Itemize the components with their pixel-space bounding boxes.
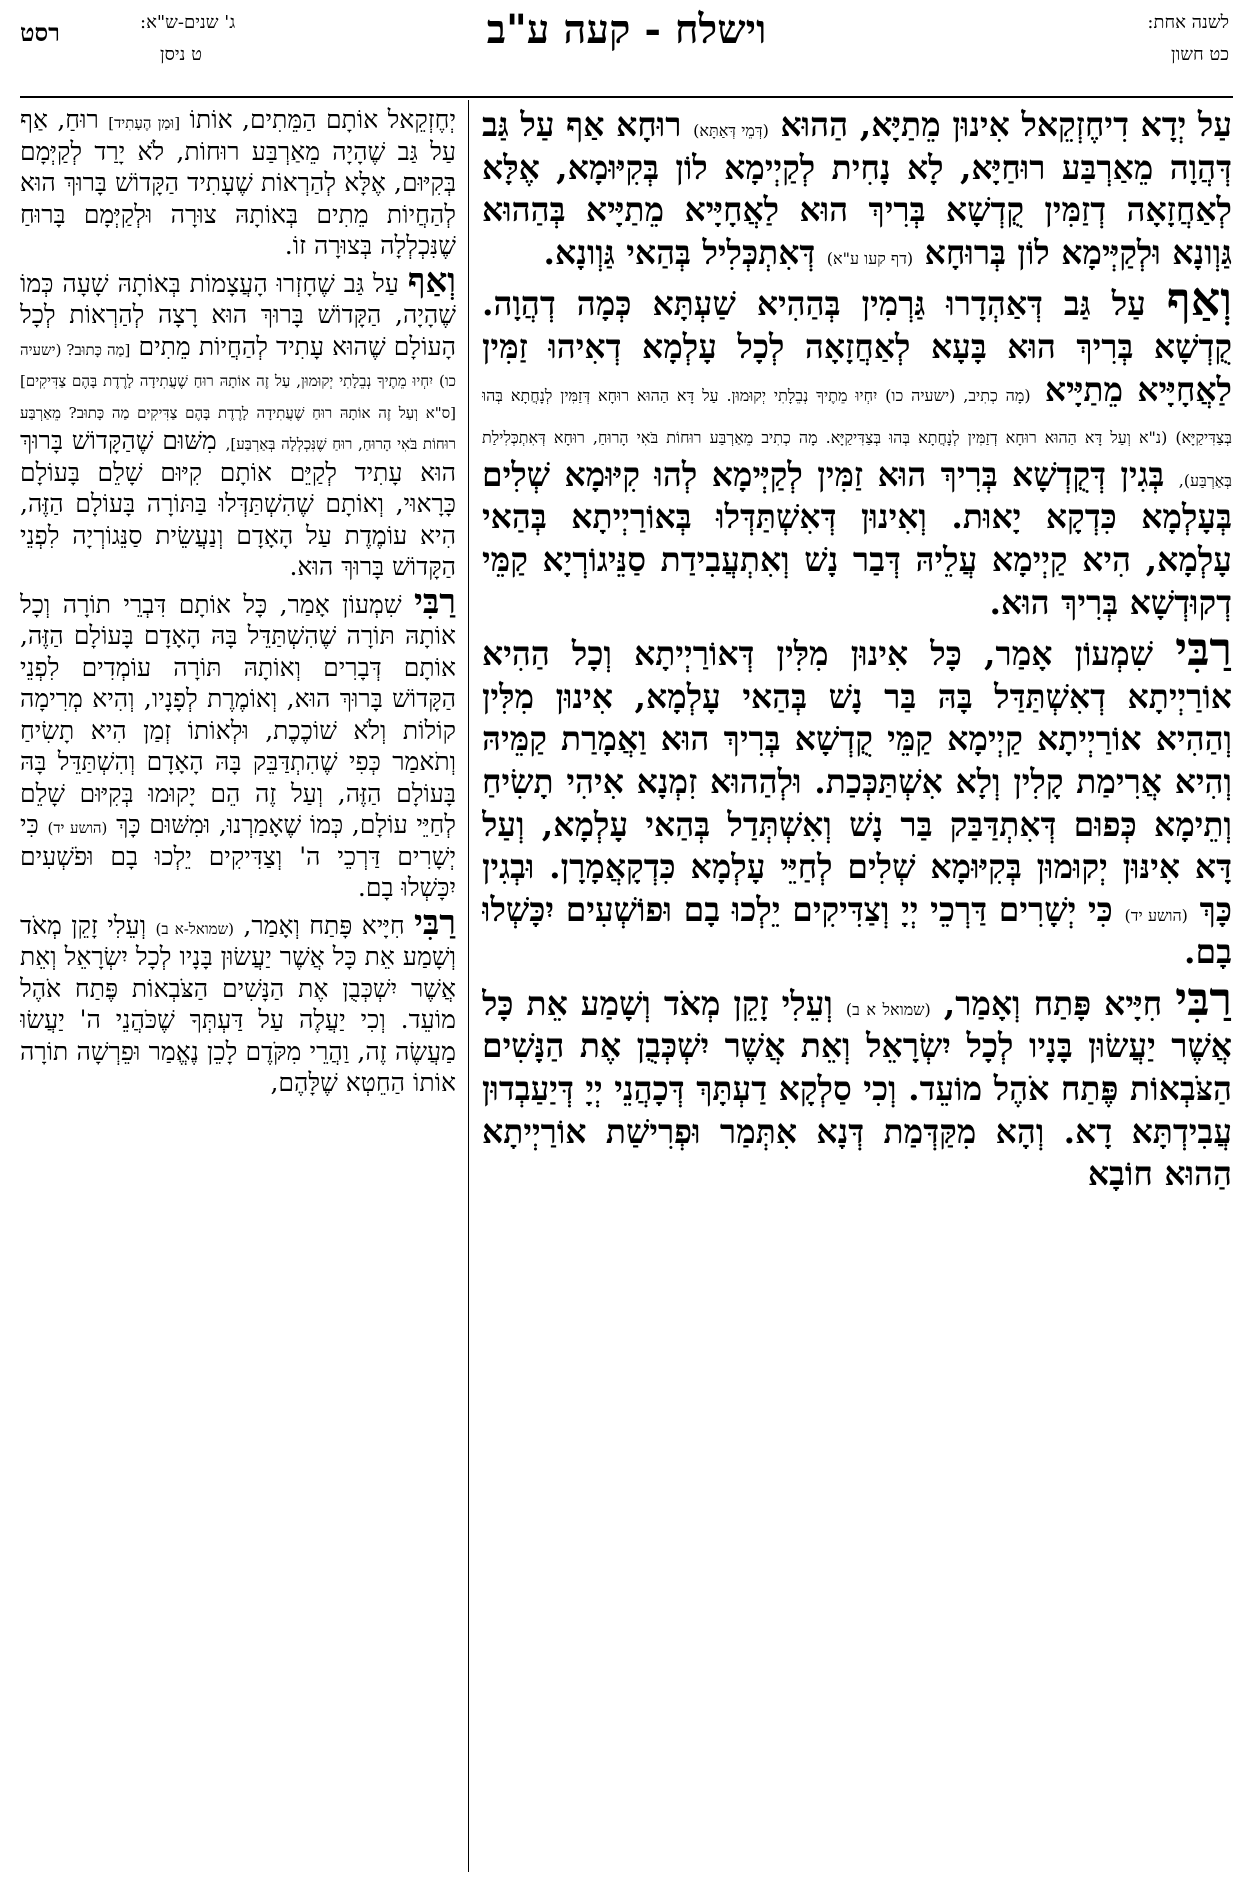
side-paragraph-2 (20, 260, 456, 583)
aramaic-column (482, 104, 1232, 1874)
daf-marker: (דף קעו ע"א) (826, 248, 914, 268)
side-s2-gloss: [מַה כָּתוּב? (ישעיה כו) יִחְיוּ מֵתֶיךָ נְבֵלָתִי יְקוּמוּן, עַל זֶה אוֹתָהּ רוּחַ שֶׁעֲתִידָה לָרֶדֶת בָּהֶם צַדִּיקִים] [ס"א וְעַל זֶה אוֹתָהּ רוּחַ שֶׁעֲתִידָה לָרֶדֶת בָּהֶם צַדִּיקִים מַה כָּתוּב? מֵאַרְבַּע רוּחוֹת בֹּאִי הָרוּחַ, רוּחַ שֶׁנִּכְלְלָה בְּאַרְבַּע], (20, 340, 456, 453)
page-title: וישלח - קעה ע"ב (486, 6, 767, 53)
header-divider (20, 96, 1233, 98)
side-s1-text: יְחֶזְקֵאל אוֹתָם הַמֵּתִים, אוֹתוֹ (189, 105, 456, 134)
main-paragraph-3 (482, 622, 1232, 974)
column-divider (468, 100, 469, 1872)
side-s3-verse: כִּי יְשָׁרִים דַּרְכֵי ה' וְצַדִּיקִים יֵלְכוּ בָם וּפֹשְׁעִים יִכָּשְׁלוּ בָם. (20, 810, 456, 902)
main-p1-text-c: דְּאִתְכְּלִיל בְּהַאי גַּוְונָא. (543, 232, 816, 272)
main-paragraph-2 (482, 272, 1232, 624)
main-p2-opening-word: וְאַף (1166, 272, 1232, 327)
main-p3-opening-word: רַבִּי (1175, 622, 1232, 677)
side-s2-opening-word: וְאַף (407, 260, 456, 301)
main-p1-text-b: רוּחָא אַף עַל גַּב דְּהֲוָה מֵאַרְבַּע רוּחַיָּא, לָא נָחִית לְקַיְימָא לוֹן בְּקִיּוּמָא, אֶלָּא לְאַחֲזָאָה דְזַמִּין קֻדְשָׁא בְּרִיךְ הוּא לַאֲחָיָּיא מֵתַיָּיא בְּהַהוּא גַּוְונָא וּלְקַיְּימָא לוֹן בְּרוּחָא (482, 105, 1232, 272)
side-s3-verse-ref: (הושע יד) (47, 819, 108, 837)
page-header (0, 0, 1253, 100)
main-p4-text-b: וְעֵלִי זָקֵן מְאֹד וְשָׁמַע אֵת כָּל אֲשֶׁר יַעֲשׂוּן בָּנָיו לְכָל יִשְׂרָאֵל וְאֵת אֲשֶׁר יִשְׁכְּבֻן אֶת הַנָּשִׁים הַצֹּבְאוֹת פֶּתַח אֹהֶל מוֹעֵד. וְכִי סַלְקָא דַעְתָּךְ דְּכָהֲנֵי יְיָ דְּיַעַבְדוּן עֲבִידְתָּא דָא. וְהָא מִקַּדְּמַת דְּנָא אִתְּמַר וּפְרִישַׁת אוֹרַיְיתָא הַהוּא חוֹבָא (482, 983, 1232, 1194)
side-s4-verse-ref: (שמואל-א ב) (155, 919, 235, 938)
side-s2-text: עַל גַּב שֶׁחָזְרוּ הָעֲצָמוֹת בְּאוֹתָהּ שָׁעָה כְּמוֹ שֶׁהָיָה, הַקָּדוֹשׁ בָּרוּךְ הוּא רָצָה לְהַרְאוֹת לְכָל הָעוֹלָם שֶׁהוּא עָתִיד לְהַחֲיוֹת מֵתִים (20, 268, 456, 361)
side-s3-text: שִׁמְעוֹן אָמַר, כָּל אוֹתָם דִּבְרֵי תוֹרָה וְכָל אוֹתָהּ תּוֹרָה שֶׁהִשְׁתַּדֵּל בָּהּ הָאָדָם בָּעוֹלָם הַזֶּה, אוֹתָם דְּבָרִים וְאוֹתָהּ תּוֹרָה עוֹמְדִים לִפְנֵי הַקָּדוֹשׁ בָּרוּךְ הוּא, וְאוֹמֶרֶת לְפָנָיו, וְהִיא מְרִימָה קוֹלוֹת וְלֹא שׁוֹכֶכֶת, וּלְאוֹתוֹ זְמַן הִיא תָשִׂיחַ וְתֹאמַר כְּפִי שֶׁהִתְדַּבֵּק בָּהּ הָאָדָם וְהִשְׁתַּדֵּל בָּהּ בָּעוֹלָם הַזֶּה, וְעַל זֶה הֵם יָקוּמוּ בְּקִיּוּם שָׁלֵם לְחַיֵּי עוֹלָם, כְּמוֹ שֶׁאָמַרְנוּ, וּמִשּׁוּם כָּךְ (20, 589, 456, 839)
main-p1-text: עַל יְדָא דִיחֶזְקֵאל אִינוּן מֵתַיָּא, הַהוּא (780, 105, 1232, 144)
main-p3-verse-ref: (הושע יד) (1124, 905, 1188, 925)
main-p2-text-b: בְּגִין דְּקֻדְשָׁא בְּרִיךְ הוּא זַמִּין לְקַיְּימָא לְהוּ קִיּוּמָא שְׁלִים בְּעָלְמָא כִּדְקָא יָאוּת. וְאִינוּן דְּאִשְׁתַּדְּלוּ בְּאוֹרַיְיתָא בְּהַאי עָלְמָא, הִיא קַיְימָא עֲלֵיהּ דְּבַר נָשׁ וְאִתְעֲבִידַת סַנֵּיגוֹרְיָא קַמֵּי דְקוּדְשָׁא בְּרִיךְ הוּא. (482, 454, 1232, 622)
header-date-one-year: כט חשון (1171, 44, 1229, 65)
hebrew-translation-column (20, 104, 456, 1874)
main-p4-verse-ref: (שמואל א ב) (845, 999, 931, 1019)
page-number: רסט (20, 18, 60, 47)
side-s4-text: חִיָּיא פָּתַח וְאָמַר, (243, 910, 405, 940)
header-schedule-three-years: ג' שנים-ש"א: (140, 12, 236, 33)
side-paragraph-1 (20, 104, 456, 262)
side-s3-opening-word: רַבִּי (413, 581, 456, 622)
main-p2-gloss: (מָה כְתִיב, (ישעיה כו) יִחְיוּ מֵתֶיךָ נְבֵלָתִי יְקוּמוּן. עַל דָּא הַהוּא רוּחָא דְּזַמִּין לְנָחֲתָא בְּהוּ בְּצַדִּיקַיָּא) (נ"א וְעַל דָּא הַהוּא רוּחָא דְזַמִּין לְנָחֲתָא בְּהוּ בְּצַדִּיקַיָּא. מָה כְתִיב מֵאַרְבַּע רוּחוֹת בֹּאִי הָרוּחַ, רוּחָא דְּאִתְכְּלִילַת בְּאַרְבַּע), (482, 385, 1232, 490)
main-p3-text: שִׁמְעוֹן אָמַר, כָּל אִינוּן מִלִּין דְּאוֹרַיְיתָא וְכָל הַהִיא אוֹרַיְיתָא דְאִשְׁתַּדַּל בָּהּ בַּר נָשׁ בְּהַאי עָלְמָא, אִינוּן מִלִּין וְהַהִיא אוֹרַיְיתָא קַיְימָא קַמֵּי קֻדְשָׁא בְּרִיךְ הוּא וַאֲמָרַת קַמֵּיהּ וְהִיא אֲרִימַת קָלִין וְלָא אִשְׁתַּכְּכַת. וּלְהַהוּא זִמְנָא אִיהִי תָשִׂיחַ וְתֵימָא כְּפוּם דְּאִתְדַּבַּק בַּר נָשׁ וְאִשְׁתְּדַל בְּהַאי עָלְמָא, וְעַל דָּא אִינּוּן יְקוּמוּן בְּקִיּוּמָא שְׁלִים לְחַיֵּי עָלְמָא כִּדְקָאֲמָרָן. וּבְגִין כָּךְ (482, 634, 1232, 929)
main-p4-text: חִיָּיא פָּתַח וְאָמַר, (943, 983, 1163, 1023)
main-p3-verse: כִּי יְשָׁרִים דַּרְכֵי יְיָ וְצַדִּיקִים יֵלְכוּ בָם וּפוֹשְׁעִים יִכָּשְׁלוּ בָם. (482, 889, 1232, 972)
side-paragraph-4 (20, 902, 456, 1099)
side-s1-note: [וּמַן הֶעָתִיד] (108, 114, 181, 132)
side-s2-text-b: מִשּׁוּם שֶׁהַקָּדוֹשׁ בָּרוּךְ הוּא עָתִיד לְקַיֵּם אוֹתָם קִיּוּם שָׁלֵם בָּעוֹלָם כָּרָאוּי, וְאוֹתָם שֶׁהִשְׁתַּדְּלוּ בַּתּוֹרָה בָּעוֹלָם הַזֶּה, הִיא עוֹמֶדֶת עַל הָאָדָם וְנַעֲשֵׂית סַנֵּגוֹרְיָה לִפְנֵי הַקָּדוֹשׁ בָּרוּךְ הוּא. (20, 426, 456, 581)
header-date-three-years: ט ניסן (160, 44, 202, 65)
main-p4-opening-word: רַבִּי (1175, 971, 1232, 1026)
side-s4-opening-word: רַבִּי (414, 902, 456, 943)
main-p1-note: (דְּמֵי דְּאַתָּא) (693, 121, 769, 140)
main-p2-text: עַל גַּב דְּאַהְדָרוּ גַּרְמִין בְּהַהִיא שַׁעְתָּא כְּמָה דְהֲוָה. קֻדְשָׁא בְּרִיךְ הוּא בָּעָא לְאַחֲזָאָה לְכָל עָלְמָא דְאִיהוּ זַמִּין לַאֲחָיָּיא מֵתַיָּיא (482, 284, 1232, 409)
main-paragraph-1 (482, 104, 1232, 274)
main-paragraph-4 (482, 971, 1232, 1196)
side-s1-text-b: רוּחַ, אַף עַל גַּב שֶׁהָיָה מֵאַרְבַּע רוּחוֹת, לֹא יָרַד לְקַיְּמָם בְּקִיּוּם, אֶלָּא לְהַרְאוֹת שֶׁעָתִיד הַקָּדוֹשׁ בָּרוּךְ הוּא לְהַחֲיוֹת מֵתִים בְּאוֹתָהּ צוּרָה וּלְקַיְּמָם בָּרוּחַ שֶׁנִּכְלְלָה בְּצוּרָה זוֹ. (20, 105, 456, 260)
side-s4-text-b: וְעֵלִי זָקֵן מְאֹד וְשָׁמַע אֵת כָּל אֲשֶׁר יַעֲשׂוּן בָּנָיו לְכָל יִשְׂרָאֵל וְאֵת אֲשֶׁר יִשְׁכְּבֻן אֶת הַנָּשִׁים הַצֹּבְאוֹת פֶּתַח אֹהֶל מוֹעֵד. וְכִי יַעֲלֶה עַל דַּעְתְּךָ שֶׁכֹּהֲנֵי ה' יַעֲשׂוּ מַעֲשֶׂה זֶה, וַהֲרֵי מִקֹּדֶם לָכֵן נֶאֱמַר וּפֵרְשָׁה תוֹרָה אוֹתוֹ הַחֵטְא שֶׁלָּהֶם, (20, 910, 456, 1097)
header-schedule-one-year: לשנה אחת: (1147, 12, 1229, 33)
side-paragraph-3 (20, 581, 456, 904)
